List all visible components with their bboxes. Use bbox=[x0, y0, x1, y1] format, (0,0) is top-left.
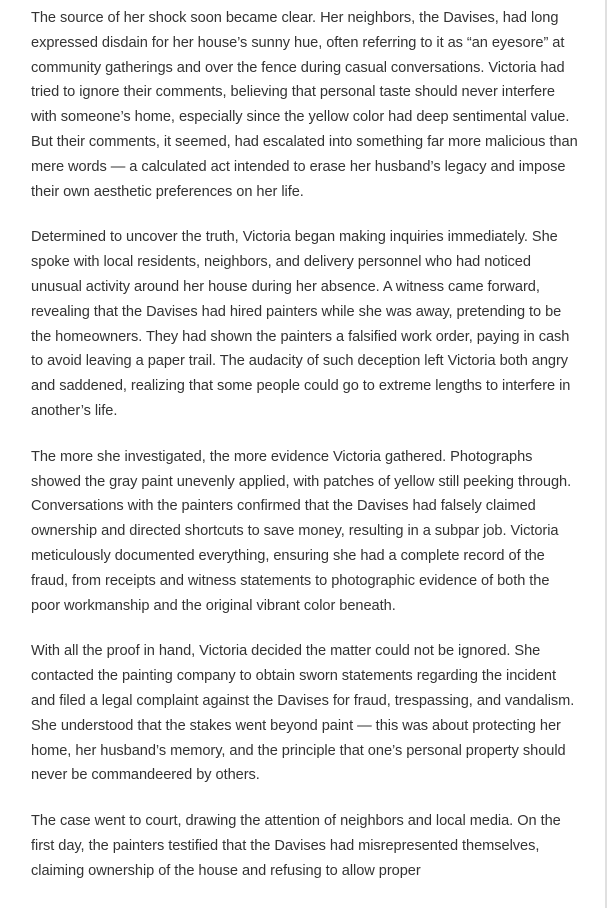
paragraph: The more she investigated, the more evidence Victoria gathered. Photographs showed the gray paint unevenly applied, with patches of yellow still peeking through. Conversations with the painters confirmed that the Davises had falsely claimed ownership and directed shortcuts to save money, resulting in a subpar job. Victoria meticulously documented everything, ensuring she had a complete record of the fraud, from receipts and witness statements to photographic evidence of both the poor workmanship and the original vibrant color beneath. bbox=[31, 448, 572, 614]
story-body bbox=[31, 6, 579, 905]
paragraph: The case went to court, drawing the attention of neighbors and local media. On the first day, the painters testified that the Davises had misrepresented themselves, claiming ownership of the house and refusing to allow proper bbox=[31, 813, 561, 879]
paragraph: Determined to uncover the truth, Victoria began making inquiries immediately. She spoke with local residents, neighbors, and delivery personnel who had noticed unusual activity around her house during her absence. A witness came forward, revealing that the Davises had hired painters while she was away, pretending to be the homeowners. They had shown the painters a falsified work order, paying in cash to avoid leaving a paper trail. The audacity of such deception left Victoria both angry and saddened, realizing that some people could go to extreme lengths to interfere in another’s life. bbox=[31, 229, 571, 419]
paragraph: With all the proof in hand, Victoria decided the matter could not be ignored. She contacted the painting company to obtain sworn statements regarding the incident and filed a legal complaint against the Davises for fraud, trespassing, and vandalism. She understood that the stakes went beyond paint — this was about protecting her home, her husband’s memory, and the principle that one’s personal property should never be commandeered by others. bbox=[31, 643, 575, 784]
paragraph: The source of her shock soon became clear. Her neighbors, the Davises, had long expressed disdain for her house’s sunny hue, often referring to it as “an eyesore” at community gatherings and over the fence during casual conversations. Victoria had tried to ignore their comments, believing that personal taste should never interfere with someone’s home, especially since the yellow color had deep sentimental value. But their comments, it seemed, had escalated into something far more malicious than mere words — a calculated act intended to erase her husband’s legacy and impose their own aesthetic preferences on her life. bbox=[31, 10, 578, 200]
